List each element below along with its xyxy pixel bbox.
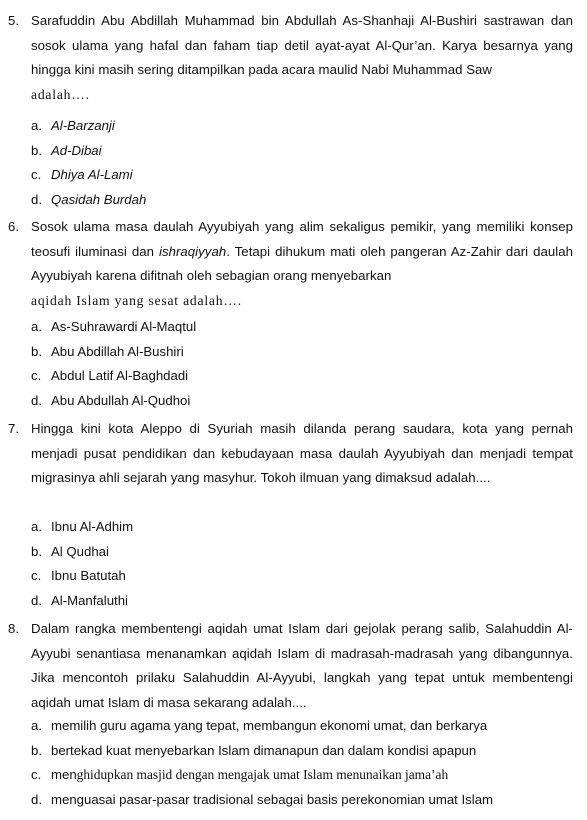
option-letter: c. xyxy=(31,167,42,183)
question-8-options xyxy=(0,714,565,812)
option-text: Dhiya Al-Lami xyxy=(51,167,133,183)
option-c[interactable] xyxy=(0,564,565,589)
option-text: menguasai pasar-pasar tradisional sebagai basis perekonomian umat Islam xyxy=(51,791,494,807)
option-a[interactable] xyxy=(0,315,565,340)
question-text xyxy=(31,215,573,313)
option-text: memilih guru agama yang tepat, membangun ekonomi umat, dan berkarya xyxy=(51,718,488,733)
option-letter: a. xyxy=(31,718,42,733)
option-a[interactable] xyxy=(0,515,565,540)
question-text-italic: ishraqiyyah xyxy=(158,243,227,259)
option-text xyxy=(51,763,448,788)
question-number: 8. xyxy=(8,621,20,636)
question-number: 6. xyxy=(8,219,20,234)
option-b[interactable] xyxy=(0,340,565,365)
option-letter: c. xyxy=(31,767,42,783)
question-5-options xyxy=(0,114,565,212)
option-text: Al Qudhai xyxy=(51,543,109,559)
option-letter: b. xyxy=(31,543,42,559)
question-6-options xyxy=(0,315,565,413)
option-text: Abu Abdillah Al-Bushiri xyxy=(51,343,184,359)
option-text: Ibnu Al-Adhim xyxy=(51,519,134,534)
option-a[interactable] xyxy=(0,714,565,739)
option-letter: d. xyxy=(31,191,42,207)
option-text-prefix: men xyxy=(51,767,77,783)
option-letter: a. xyxy=(31,519,42,534)
question-7 xyxy=(8,417,573,491)
option-text: Abu Abdullah Al-Qudhoi xyxy=(51,392,191,408)
question-7-options xyxy=(0,515,565,613)
option-text: Ad-Dibai xyxy=(51,142,102,158)
option-text: Al-Barzanji xyxy=(51,118,115,133)
option-letter: b. xyxy=(31,742,42,758)
option-text: As-Suhrawardi Al-Maqtul xyxy=(51,319,197,334)
question-text-after-italic: . Tetapi dihukum mati oleh pangeran Az-Zahir dari daulah Ayyubiyah karena difitnah oleh sebagian orang menyebarkan xyxy=(31,243,573,284)
question-text-tail: adalah…. xyxy=(31,86,90,102)
question-text-tail: aqidah Islam yang sesat adalah…. xyxy=(31,292,242,308)
option-letter: d. xyxy=(31,392,42,408)
option-text-serif: ghidupkan masjid dengan mengajak umat Islam menunaikan jama’ah xyxy=(76,767,449,783)
option-b[interactable] xyxy=(0,540,565,565)
option-letter: d. xyxy=(31,592,42,608)
option-text: bertekad kuat menyebarkan Islam dimanapun dan dalam kondisi apapun xyxy=(51,742,477,758)
option-letter: b. xyxy=(31,142,42,158)
question-text-main: Sarafuddin Abu Abdillah Muhammad bin Abdullah As-Shanhaji Al-Bushiri sastrawan dan sosok ulama yang hafal dan faham tiap detil ayat-ayat Al-Qur’an. Karya besarnya yang hingga kini masih sering ditampilkan pada acara maulid Nabi Muhammad Saw xyxy=(31,13,573,78)
option-c[interactable] xyxy=(0,364,565,389)
option-d[interactable] xyxy=(0,389,565,414)
question-text: Hingga kini kota Aleppo di Syuriah masih dilanda perang saudara, kota yang pernah menjadi pusat pendidikan dan kebudayaan masa daulah Ayyubiyah dan menjadi tempat migrasinya ahli sejarah yang masyhur. Tokoh ilmuan yang dimaksud adalah.... xyxy=(31,421,573,486)
option-letter: c. xyxy=(31,368,42,384)
option-letter: c. xyxy=(31,568,42,584)
question-text xyxy=(31,9,573,107)
option-b[interactable] xyxy=(0,739,565,764)
option-a[interactable] xyxy=(0,114,565,139)
option-d[interactable] xyxy=(0,188,565,213)
option-letter: d. xyxy=(31,791,42,807)
option-text: Qasidah Burdah xyxy=(51,191,147,207)
question-text: Dalam rangka membentengi aqidah umat Islam dari gejolak perang salib, Salahuddin Al-Ayyubi senantiasa menanamkan aqidah Islam di madrasah-madrasah yang dibangunnya. Jika mencontoh prilaku Salahuddin Al-Ayyubi, langkah yang tepat untuk membentengi aqidah umat Islam di masa sekarang adalah.... xyxy=(31,621,573,710)
option-letter: b. xyxy=(31,343,42,359)
question-6 xyxy=(8,215,573,313)
option-text: Abdul Latif Al-Baghdadi xyxy=(51,368,189,384)
option-text: Al-Manfaluthi xyxy=(51,592,128,608)
question-8 xyxy=(8,617,573,715)
question-number: 5. xyxy=(8,13,20,28)
option-letter: a. xyxy=(31,319,42,334)
option-letter: a. xyxy=(31,118,42,133)
option-c[interactable] xyxy=(0,763,565,788)
option-d[interactable] xyxy=(0,788,565,813)
option-text: Ibnu Batutah xyxy=(51,568,126,584)
option-b[interactable] xyxy=(0,139,565,164)
question-5 xyxy=(8,9,573,107)
question-text-before-italic: Sosok ulama masa daulah Ayyubiyah yang alim sekaligus pemikir, yang memiliki konsep teosufi iluminasi dan xyxy=(31,219,573,259)
option-d[interactable] xyxy=(0,589,565,614)
question-number: 7. xyxy=(8,421,20,436)
option-c[interactable] xyxy=(0,163,565,188)
